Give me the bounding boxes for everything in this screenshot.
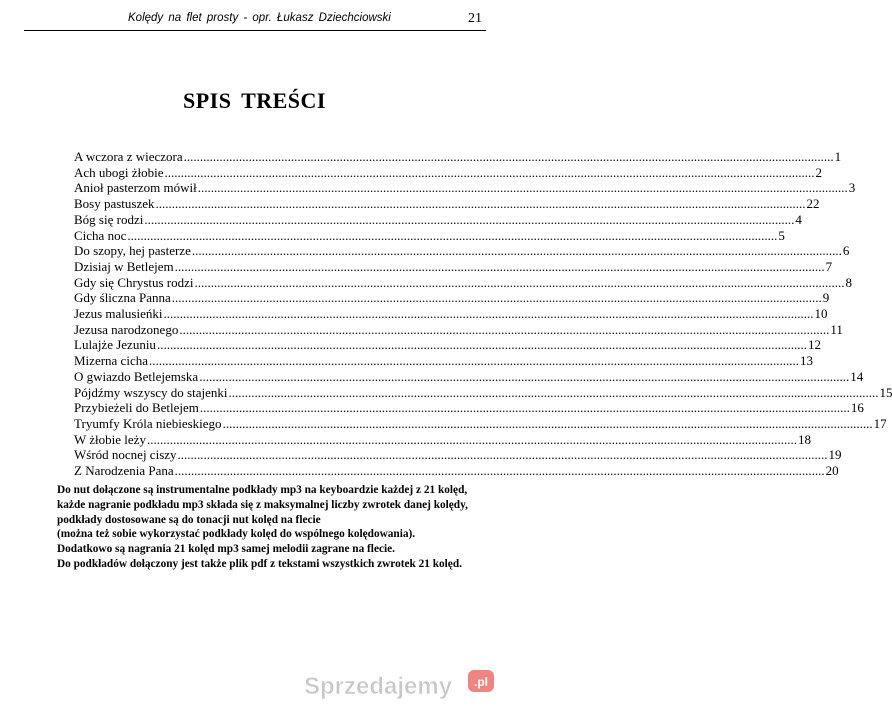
table-of-contents (74, 149, 892, 479)
toc-entry (74, 274, 853, 291)
note-line: Do podkładów dołączony jest także plik pdf z tekstami wszystkich zwrotek 21 kolęd. (57, 557, 462, 570)
toc-entry-page: 11 (830, 321, 843, 337)
toc-entry-page: 4 (795, 211, 802, 227)
toc-entry-title: Tryumfy Króla niebieskiego (74, 415, 222, 431)
toc-entry-page: 15 (879, 384, 892, 400)
toc-dot-leader: ........................................................................................................................................................................................................ (174, 463, 825, 479)
toc-entry-page: 8 (845, 274, 853, 290)
toc-entry (74, 306, 828, 322)
toc-entry-page: 9 (822, 290, 830, 306)
toc-entry (74, 149, 842, 165)
toc-entry (74, 211, 802, 228)
toc-entry-page: 6 (842, 243, 850, 259)
toc-entry (74, 400, 864, 416)
toc-entry-page: 18 (797, 431, 811, 447)
toc-entry-page: 7 (825, 258, 833, 274)
toc-entry-title: Jezus malusieńki (74, 306, 163, 322)
page-header (24, 10, 486, 31)
note-line: Do nut dołączone są instrumentalne podkłady mp3 na keyboardzie każdej z 21 kolęd, (57, 484, 468, 496)
toc-entry (74, 164, 823, 181)
toc-dot-leader: ........................................................................................................................................................................................................ (199, 400, 850, 416)
toc-entry (74, 431, 811, 448)
toc-entry-title: Bosy pastuszek (74, 196, 155, 212)
toc-entry-title: A wczora z wieczora (74, 149, 183, 164)
page-number: 21 (468, 11, 482, 26)
watermark-logo (304, 664, 504, 704)
toc-entry (74, 243, 850, 259)
toc-entry-title: Przybieżeli do Betlejem (74, 400, 199, 416)
toc-entry-title: Lulajże Jezuniu (74, 337, 156, 353)
watermark-badge-text: .pl (474, 675, 488, 689)
toc-entry-title: Gdy śliczna Panna (74, 290, 171, 306)
note-line: Dodatkowo są nagrania 21 kolęd mp3 samej melodii zagrane na flecie. (57, 543, 395, 556)
toc-dot-leader: ........................................................................................................................................................................................................ (191, 243, 842, 259)
toc-dot-leader: ........................................................................................................................................................................................................ (146, 431, 797, 447)
toc-dot-leader: ........................................................................................................................................................................................................ (197, 180, 848, 196)
toc-dot-leader: ........................................................................................................................................................................................................ (163, 306, 814, 322)
toc-dot-leader: ........................................................................................................................................................................................................ (199, 368, 850, 384)
toc-entry-page: 5 (778, 227, 785, 243)
toc-entry (74, 321, 843, 338)
note-line: (można też sobie wykorzystać podkłady kolęd do wspólnego kolędowania). (57, 528, 416, 541)
toc-entry-title: Dzisiaj w Betlejem (74, 258, 174, 274)
toc-entry-page: 1 (834, 149, 842, 164)
document-title: SPIS TREŚCI (183, 88, 326, 113)
toc-entry-title: Z Narodzenia Pana (74, 463, 174, 479)
toc-entry-title: Ach ubogi żłobie (74, 164, 164, 180)
toc-dot-leader: ........................................................................................................................................................................................................ (174, 258, 825, 274)
toc-entry-page: 14 (850, 368, 864, 384)
toc-entry (74, 415, 887, 432)
header-title: Kolędy na flet prosty - opr. Łukasz Dziechciowski (128, 12, 391, 24)
toc-entry (74, 353, 813, 369)
note-line: każde nagranie podkładu mp3 składa się z maksymalnej liczby zwrotek danej kolędy, (57, 498, 468, 511)
toc-dot-leader: ........................................................................................................................................................................................................ (156, 337, 807, 353)
toc-entry-page: 3 (848, 180, 856, 196)
toc-entry-title: Jezusa narodzonego (74, 321, 179, 337)
toc-entry-page: 13 (799, 353, 813, 369)
toc-entry (74, 447, 842, 463)
toc-entry-page: 22 (806, 196, 820, 212)
toc-dot-leader: ........................................................................................................................................................................................................ (155, 196, 806, 212)
note-line: podkłady dostosowane są do tonacji nut kolęd na flecie (57, 513, 321, 526)
toc-dot-leader: ........................................................................................................................................................................................................ (144, 211, 795, 227)
toc-entry-title: Cicha noc (74, 227, 127, 243)
toc-entry-title: Gdy się Chrystus rodzi (74, 274, 194, 290)
toc-entry-page: 12 (807, 337, 821, 353)
toc-dot-leader: ........................................................................................................................................................................................................ (127, 227, 778, 243)
toc-entry (74, 384, 892, 401)
toc-dot-leader: ........................................................................................................................................................................................................ (171, 290, 822, 306)
toc-entry (74, 290, 830, 306)
toc-entry (74, 258, 833, 275)
toc-entry (74, 196, 820, 212)
toc-dot-leader: ........................................................................................................................................................................................................ (228, 384, 879, 400)
toc-entry-page: 16 (850, 400, 864, 416)
toc-entry-title: W żłobie leży (74, 431, 146, 447)
toc-entry-page: 10 (814, 306, 828, 322)
toc-entry (74, 337, 821, 353)
toc-entry (74, 180, 856, 196)
toc-entry-page: 2 (815, 164, 823, 180)
toc-dot-leader: ........................................................................................................................................................................................................ (222, 415, 873, 431)
toc-entry-title: Anioł pasterzom mówił (74, 180, 197, 196)
toc-entry-page: 17 (873, 415, 887, 431)
toc-entry (74, 463, 839, 479)
toc-entry-title: Mizerna cicha (74, 353, 148, 369)
toc-dot-leader: ........................................................................................................................................................................................................ (177, 447, 828, 463)
toc-entry-page: 19 (828, 447, 842, 463)
toc-dot-leader: ........................................................................................................................................................................................................ (164, 164, 815, 180)
toc-entry (74, 368, 864, 385)
toc-dot-leader: ........................................................................................................................................................................................................ (183, 149, 834, 164)
toc-dot-leader: ........................................................................................................................................................................................................ (194, 274, 845, 290)
note-paragraph (57, 483, 497, 572)
watermark-text: Sprzedajemy (304, 673, 453, 700)
toc-entry-title: Do szopy, hej pasterze (74, 243, 191, 259)
toc-entry-title: O gwiazdo Betlejemska (74, 368, 199, 384)
toc-entry (74, 227, 785, 244)
toc-dot-leader: ........................................................................................................................................................................................................ (179, 321, 830, 337)
toc-entry-title: Bóg się rodzi (74, 211, 144, 227)
toc-entry-page: 20 (825, 463, 839, 479)
toc-entry-title: Wśród nocnej ciszy (74, 447, 177, 463)
toc-dot-leader: ........................................................................................................................................................................................................ (148, 353, 799, 369)
toc-entry-title: Pójdźmy wszyscy do stajenki (74, 384, 228, 400)
